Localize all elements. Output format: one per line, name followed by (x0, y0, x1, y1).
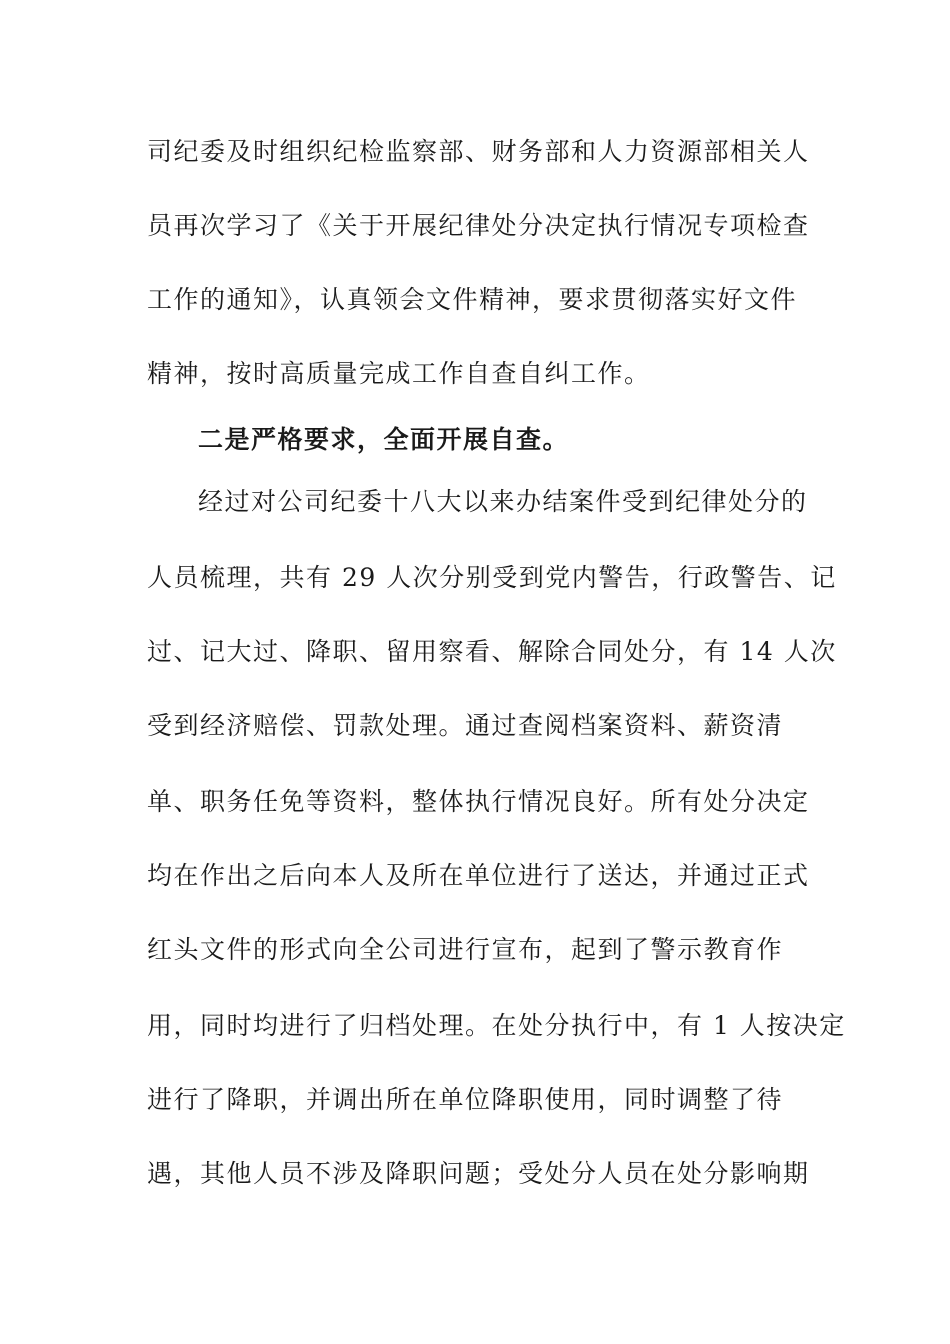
paragraph-line: 遇，其他人员不涉及降职问题；受处分人员在处分影响期 (147, 1159, 810, 1188)
paragraph-line: 单、职务任免等资料，整体执行情况良好。所有处分决定 (147, 787, 810, 816)
paragraph-line: 工作的通知》，认真领会文件精神，要求贯彻落实好文件 (147, 285, 798, 314)
paragraph-line: 经过对公司纪委十八大以来办结案件受到纪律处分的 (198, 487, 808, 516)
paragraph-line: 用，同时均进行了归档处理。在处分执行中，有 1 人按决定 (147, 1011, 846, 1040)
paragraph-line: 过、记大过、降职、留用察看、解除合同处分，有 14 人次 (147, 637, 837, 666)
section-heading: 二是严格要求，全面开展自查。 (198, 425, 570, 454)
paragraph-line: 进行了降职，并调出所在单位降职使用，同时调整了待 (147, 1085, 784, 1114)
paragraph-line: 员再次学习了《关于开展纪律处分决定执行情况专项检查 (147, 211, 810, 240)
paragraph-line: 受到经济赔偿、罚款处理。通过查阅档案资料、薪资清 (147, 711, 784, 740)
paragraph-line: 精神，按时高质量完成工作自查自纠工作。 (147, 359, 651, 388)
paragraph-line: 红头文件的形式向全公司进行宣布，起到了警示教育作 (147, 935, 784, 964)
paragraph-line: 司纪委及时组织纪检监察部、财务部和人力资源部相关人 (147, 137, 810, 166)
paragraph-line: 均在作出之后向本人及所在单位进行了送达，并通过正式 (147, 861, 810, 890)
paragraph-line: 人员梳理，共有 29 人次分别受到党内警告，行政警告、记 (147, 563, 837, 592)
